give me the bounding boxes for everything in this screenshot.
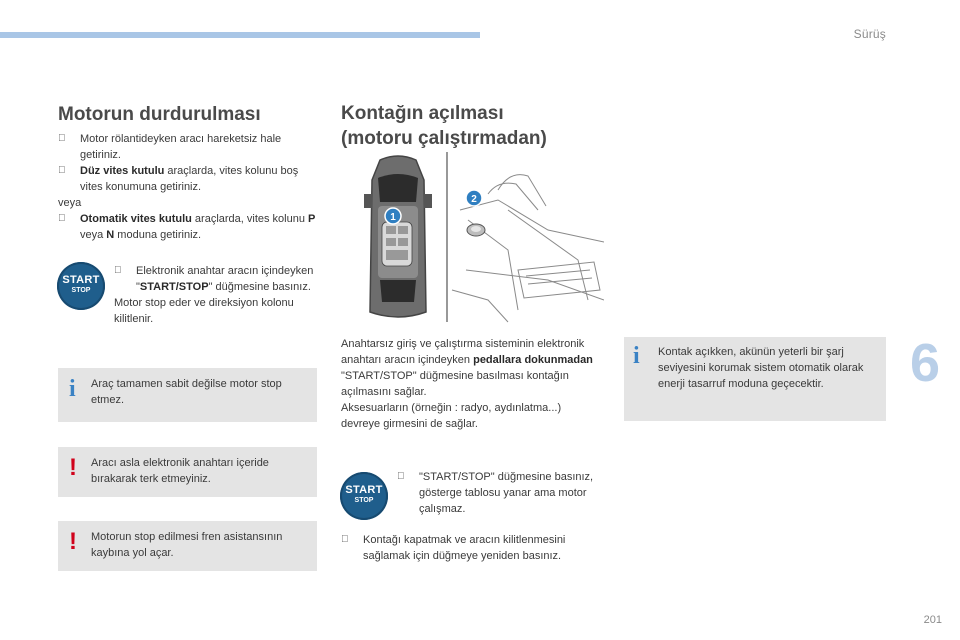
stop-instructions xyxy=(58,131,316,243)
list-item: Düz vites kutulu araçlarda, vites kolunu boş vites konumuna getiriniz. xyxy=(58,163,316,195)
result-note: Motor stop eder ve direksiyon kolonu kilitlenir. xyxy=(114,297,294,325)
start-stop-button-drawing xyxy=(467,224,485,236)
callout-2-badge xyxy=(466,190,482,206)
diagram-illustration xyxy=(348,150,604,326)
bullet-marker xyxy=(58,163,66,179)
svg-text:2: 2 xyxy=(471,194,477,205)
svg-text:1: 1 xyxy=(390,212,396,223)
header-color-bar xyxy=(0,32,480,38)
description-paragraph: Aksesuarların (örneğin : radyo, aydınlatma...) devreye girmesini de sağlar. xyxy=(341,402,562,430)
ignition-on-title: Kontağın açılması (motoru çalıştırmadan) xyxy=(341,103,547,149)
ignition-off-instruction xyxy=(341,532,611,564)
start-stop-press-instruction xyxy=(397,469,603,517)
description-paragraph: Anahtarsız giriş ve çalıştırma sisteminin elektronik anahtarı aracın içindeyken pedallara dokunmadan "START/STOP" düğmesine basılması kontağın açılmasını sağlar. xyxy=(341,338,593,398)
start-stop-button-icon: START STOP xyxy=(340,472,388,520)
warning-box: ! Motorun stop edilmesi fren asistansının kaybına yol açar. xyxy=(58,521,317,571)
list-item: Otomatik vites kutulu araçlarda, vites kolunu P veya N moduna getiriniz. xyxy=(58,211,316,243)
list-item: Motor rölantideyken aracı hareketsiz hale getiriniz. xyxy=(58,131,316,163)
page-number: 201 xyxy=(923,614,942,626)
warning-box: ! Aracı asla elektronik anahtarı içeride bırakarak terk etmeyiniz. xyxy=(58,447,317,497)
list-item: Kontağı kapatmak ve aracın kilitlenmesini sağlamak için düğmeye yeniden basınız. xyxy=(341,532,611,564)
start-stop-instructions xyxy=(114,263,319,327)
car-and-button-diagram xyxy=(348,150,604,326)
callout-1-badge xyxy=(385,208,401,224)
bullet-marker xyxy=(341,532,349,548)
bullet-marker xyxy=(58,211,66,227)
warning-icon: ! xyxy=(69,528,77,555)
list-item: "START/STOP" düğmesine basınız, gösterge tablosu yanar ama motor çalışmaz. xyxy=(397,469,603,517)
bullet-marker xyxy=(58,131,66,147)
bullet-marker xyxy=(397,469,405,485)
list-item: Elektronik anahtar aracın içindeyken "START/STOP" düğmesine basınız. xyxy=(114,263,319,295)
bullet-marker xyxy=(114,263,122,279)
stopping-engine-title: Motorun durdurulması xyxy=(58,104,261,125)
or-text: veya xyxy=(58,197,82,209)
warning-icon: ! xyxy=(69,454,77,481)
ignition-description xyxy=(341,336,603,432)
start-stop-button-icon: START STOP xyxy=(57,262,105,310)
chapter-number: 6 xyxy=(909,333,940,393)
electronic-key-icon xyxy=(382,222,412,266)
info-box: i Kontak açıkken, akünün yeterli bir şarj seviyesini korumak sistem otomatik olarak enerji tasarruf moduna geçecektir. xyxy=(624,337,886,421)
info-box: i Araç tamamen sabit değilse motor stop etmez. xyxy=(58,368,317,422)
info-icon: i xyxy=(69,376,76,402)
car-top-view xyxy=(364,156,432,317)
info-icon: i xyxy=(633,343,640,369)
section-title: Sürüş xyxy=(853,27,886,41)
